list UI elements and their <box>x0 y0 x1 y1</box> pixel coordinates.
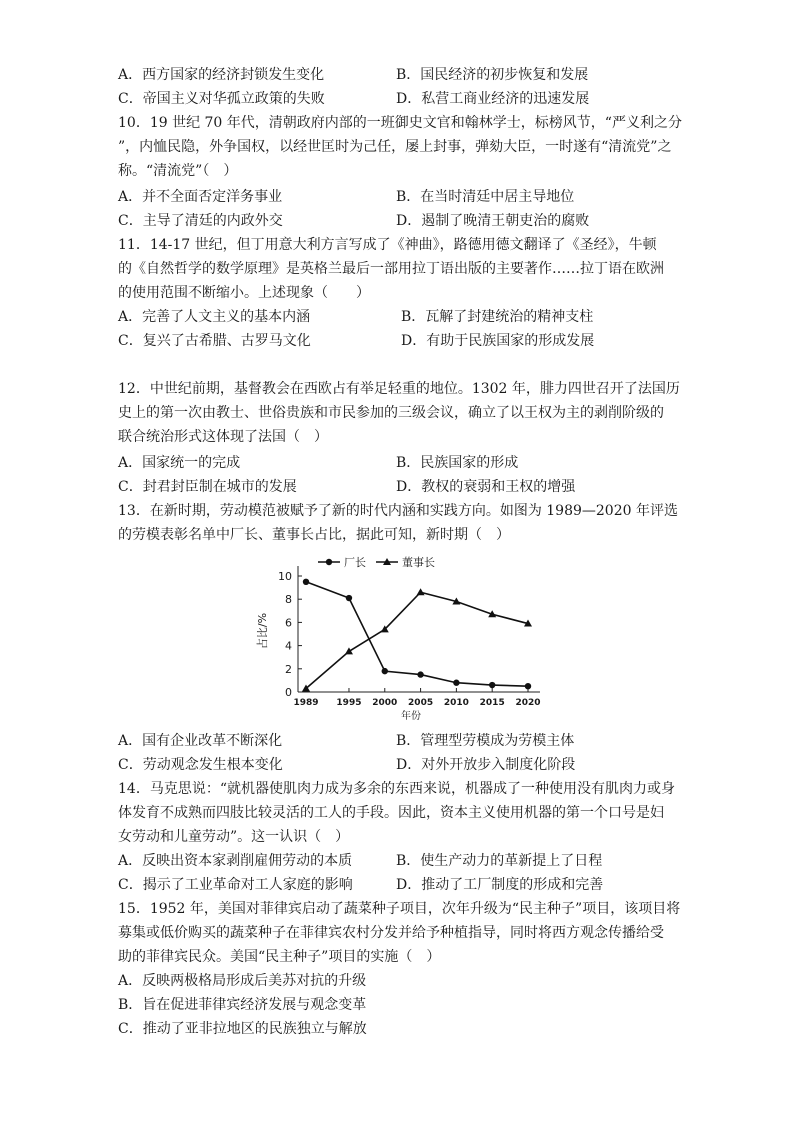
q12-stem-line-1: 12．中世纪前期，基督教会在西欧占有举足轻重的地位。1302 年，腓力四世召开了法国历 <box>118 381 680 397</box>
legend-marker-1 <box>326 559 332 565</box>
q10-options-row-2 <box>118 210 678 232</box>
series-point-1 <box>303 579 309 585</box>
legend-label-2: 董事长 <box>402 556 435 569</box>
q10-stem-line-3: 称。“清流党”（ ） <box>118 163 238 179</box>
q11-options-row-1 <box>118 306 678 328</box>
q15-stem-line-1: 15．1952 年，美国对菲律宾启动了蔬菜种子项目，次年升级为“民主种子”项目，该项目将 <box>118 901 681 917</box>
series-point-2 <box>417 588 425 595</box>
q14-stem-line-3: 女劳动和儿童劳动”。这一认识（ ） <box>118 829 350 845</box>
y-tick-label: 4 <box>285 639 292 653</box>
q9-options-row-2 <box>118 88 678 110</box>
q11-option-b[interactable]: B．瓦解了封建统治的精神支柱 <box>401 309 594 325</box>
q11-option-a[interactable]: A．完善了人文主义的基本内涵 <box>118 309 311 325</box>
q11-options-row-2 <box>118 330 678 352</box>
series-point-1 <box>489 682 495 688</box>
q14-stem-line-1: 14．马克思说：“就机器使肌肉力成为多余的东西来说，机器成了一种使用没有肌肉力或身 <box>118 781 675 797</box>
series-line-1 <box>306 582 528 686</box>
q11-option-d[interactable]: D．有助于民族国家的形成发展 <box>401 333 595 349</box>
q13-line-chart <box>252 552 544 724</box>
q13-option-b[interactable]: B．管理型劳模成为劳模主体 <box>396 733 575 749</box>
q12-stem-line-3: 联合统治形式这体现了法国（ ） <box>118 429 328 445</box>
q13-options-row-1 <box>118 730 678 752</box>
q14-option-b[interactable]: B．使生产动力的革新提上了日程 <box>396 853 603 869</box>
q11-stem-line-3: 的使用范围不断缩小。上述现象（ ） <box>118 285 370 301</box>
q15-option-b[interactable]: B．旨在促进菲律宾经济发展与观念变革 <box>118 997 367 1013</box>
q9-options-row-1 <box>118 64 678 86</box>
q9-option-c[interactable]: C．帝国主义对华孤立政策的失败 <box>118 91 325 107</box>
q13-stem-line-2: 的劳模表彰名单中厂长、董事长占比，据此可知，新时期（ ） <box>118 527 510 543</box>
x-tick-label: 2015 <box>479 698 505 708</box>
x-tick-label: 1995 <box>336 698 362 708</box>
q13-option-a[interactable]: A．国有企业改革不断深化 <box>118 733 283 749</box>
q10-option-a[interactable]: A．并不全面否定洋务事业 <box>118 189 283 205</box>
q11-stem-line-2: 的《自然哲学的数学原理》是英格兰最后一部用拉丁语出版的主要著作……拉丁语在欧洲 <box>118 261 664 277</box>
series-point-1 <box>525 683 531 689</box>
q15-stem-line-3: 助的菲律宾民众。美国“民主种子”项目的实施（ ） <box>118 949 441 965</box>
q12-option-a[interactable]: A．国家统一的完成 <box>118 455 241 471</box>
q12-options-row-2 <box>118 476 678 498</box>
q14-options-row-1 <box>118 850 678 872</box>
y-tick-label: 10 <box>278 570 292 583</box>
q12-option-d[interactable]: D．教权的衰弱和王权的增强 <box>396 479 576 495</box>
q14-option-a[interactable]: A．反映出资本家剥削雇佣劳动的本质 <box>118 853 353 869</box>
y-tick-label: 2 <box>285 662 292 676</box>
q12-stem-line-2: 史上的第一次由教士、世俗贵族和市民参加的三级会议，确立了以王权为主的剥削阶级的 <box>118 405 664 421</box>
series-point-1 <box>382 668 388 674</box>
q13-options-row-2 <box>118 754 678 776</box>
x-tick-label: 2020 <box>515 698 541 708</box>
q9-option-b[interactable]: B．国民经济的初步恢复和发展 <box>396 67 589 83</box>
legend-label-1: 厂长 <box>344 556 366 569</box>
q15-option-c[interactable]: C．推动了亚非拉地区的民族独立与解放 <box>118 1021 367 1037</box>
q14-options-row-2 <box>118 874 678 896</box>
series-point-2 <box>345 647 353 654</box>
q14-option-d[interactable]: D．推动了工厂制度的形成和完善 <box>396 877 604 893</box>
q10-stem-line-2: ”，内恤民隐，外争国权，以经世匡时为己任，屡上封事，弹劾大臣，一时遂有“清流党”之 <box>118 139 672 155</box>
y-tick-label: 8 <box>285 593 292 607</box>
q14-option-c[interactable]: C．揭示了工业革命对工人家庭的影响 <box>118 877 353 893</box>
series-point-1 <box>417 671 423 677</box>
q12-option-c[interactable]: C．封君封臣制在城市的发展 <box>118 479 297 495</box>
y-axis-label: 占比/% <box>256 612 269 650</box>
series-point-1 <box>453 680 459 686</box>
x-tick-label: 2005 <box>408 698 434 708</box>
y-tick-label: 6 <box>285 616 292 630</box>
q10-option-d[interactable]: D．遏制了晚清王朝吏治的腐败 <box>396 213 590 229</box>
q13-stem-line-1: 13．在新时期，劳动模范被赋予了新的时代内涵和实践方向。如图为 1989—2020 年评选 <box>118 503 678 519</box>
chart-svg <box>252 552 544 724</box>
series-point-1 <box>346 595 352 601</box>
x-tick-label: 1989 <box>293 698 319 708</box>
q13-option-c[interactable]: C．劳动观念发生根本变化 <box>118 757 283 773</box>
q9-option-d[interactable]: D．私营工商业经济的迅速发展 <box>396 91 590 107</box>
q15-option-a[interactable]: A．反映两极格局形成后美苏对抗的升级 <box>118 973 367 989</box>
q10-stem-line-1: 10．19 世纪 70 年代，清朝政府内部的一班御史文官和翰林学士，标榜风节，“严义利之分 <box>118 115 682 131</box>
q13-option-d[interactable]: D．对外开放步入制度化阶段 <box>396 757 576 773</box>
q10-options-row-1 <box>118 186 678 208</box>
y-tick-label: 0 <box>285 686 292 699</box>
q11-stem-line-1: 11．14-17 世纪，但丁用意大利方言写成了《神曲》，路德用德文翻译了《圣经》，牛顿 <box>118 237 657 253</box>
q11-option-c[interactable]: C．复兴了古希腊、古罗马文化 <box>118 333 311 349</box>
x-tick-label: 2010 <box>443 698 469 708</box>
q14-stem-line-2: 体发育不成熟而四肢比较灵活的工人的手段。因此，资本主义使用机器的第一个口号是妇 <box>118 805 664 821</box>
x-tick-label: 2000 <box>372 698 398 708</box>
q10-option-c[interactable]: C．主导了清廷的内政外交 <box>118 213 283 229</box>
q12-option-b[interactable]: B．民族国家的形成 <box>396 455 519 471</box>
x-axis-label: 年份 <box>401 711 421 722</box>
q9-option-a[interactable]: A．西方国家的经济封锁发生变化 <box>118 67 325 83</box>
q12-options-row-1 <box>118 452 678 474</box>
q15-stem-line-2: 募集或低价购买的蔬菜种子在菲律宾农村分发并给予种植指导，同时将西方观念传播给受 <box>118 925 664 941</box>
q10-option-b[interactable]: B．在当时清廷中居主导地位 <box>396 189 575 205</box>
